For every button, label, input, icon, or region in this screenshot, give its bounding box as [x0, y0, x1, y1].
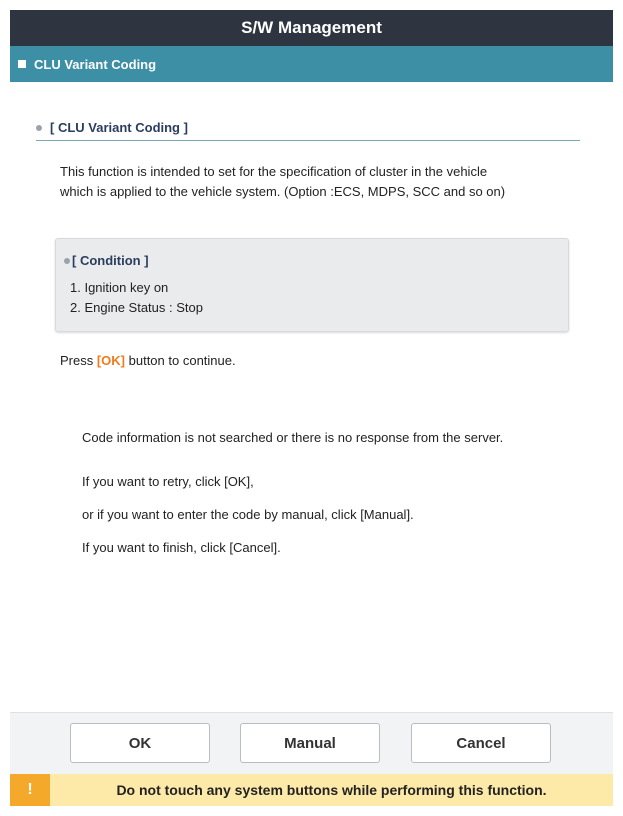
manual-message: or if you want to enter the code by manual, click [Manual]. [82, 507, 414, 522]
condition-item: 1. Ignition key on [70, 280, 169, 295]
warning-text: Do not touch any system buttons while performing this function. [116, 782, 547, 798]
condition-item: 2. Engine Status : Stop [70, 300, 203, 315]
sw-management-window [10, 10, 613, 806]
section-title [36, 120, 580, 141]
window-title: S/W Management [241, 18, 382, 37]
function-subheader [10, 46, 613, 82]
condition-title [64, 253, 149, 268]
ok-highlight: [OK] [96, 353, 126, 368]
button-bar [10, 712, 613, 775]
subheader-label: CLU Variant Coding [34, 56, 157, 72]
press-ok-instruction [60, 353, 236, 368]
function-description [60, 162, 590, 202]
manual-button[interactable]: Manual [240, 723, 380, 763]
cancel-message: If you want to finish, click [Cancel]. [82, 540, 281, 555]
warning-icon: ! [10, 774, 50, 806]
ok-button[interactable]: OK [70, 723, 210, 763]
description-line: This function is intended to set for the specification of cluster in the vehicle [60, 164, 488, 179]
section-title-text: [ CLU Variant Coding ] [50, 120, 188, 135]
cancel-button[interactable]: Cancel [411, 723, 551, 763]
warning-bar [10, 774, 613, 806]
press-prefix: Press [60, 353, 97, 368]
retry-message: If you want to retry, click [OK], [82, 474, 254, 489]
condition-title-text: [ Condition ] [72, 253, 149, 268]
window-titlebar [10, 10, 613, 46]
bullet-icon [36, 125, 42, 131]
condition-box [55, 238, 569, 332]
server-message: Code information is not searched or there is no response from the server. [82, 430, 504, 445]
description-line: which is applied to the vehicle system. (Option :ECS, MDPS, SCC and so on) [60, 184, 506, 199]
bullet-icon [64, 258, 70, 264]
square-bullet-icon [18, 60, 26, 68]
press-suffix: button to continue. [125, 353, 236, 368]
